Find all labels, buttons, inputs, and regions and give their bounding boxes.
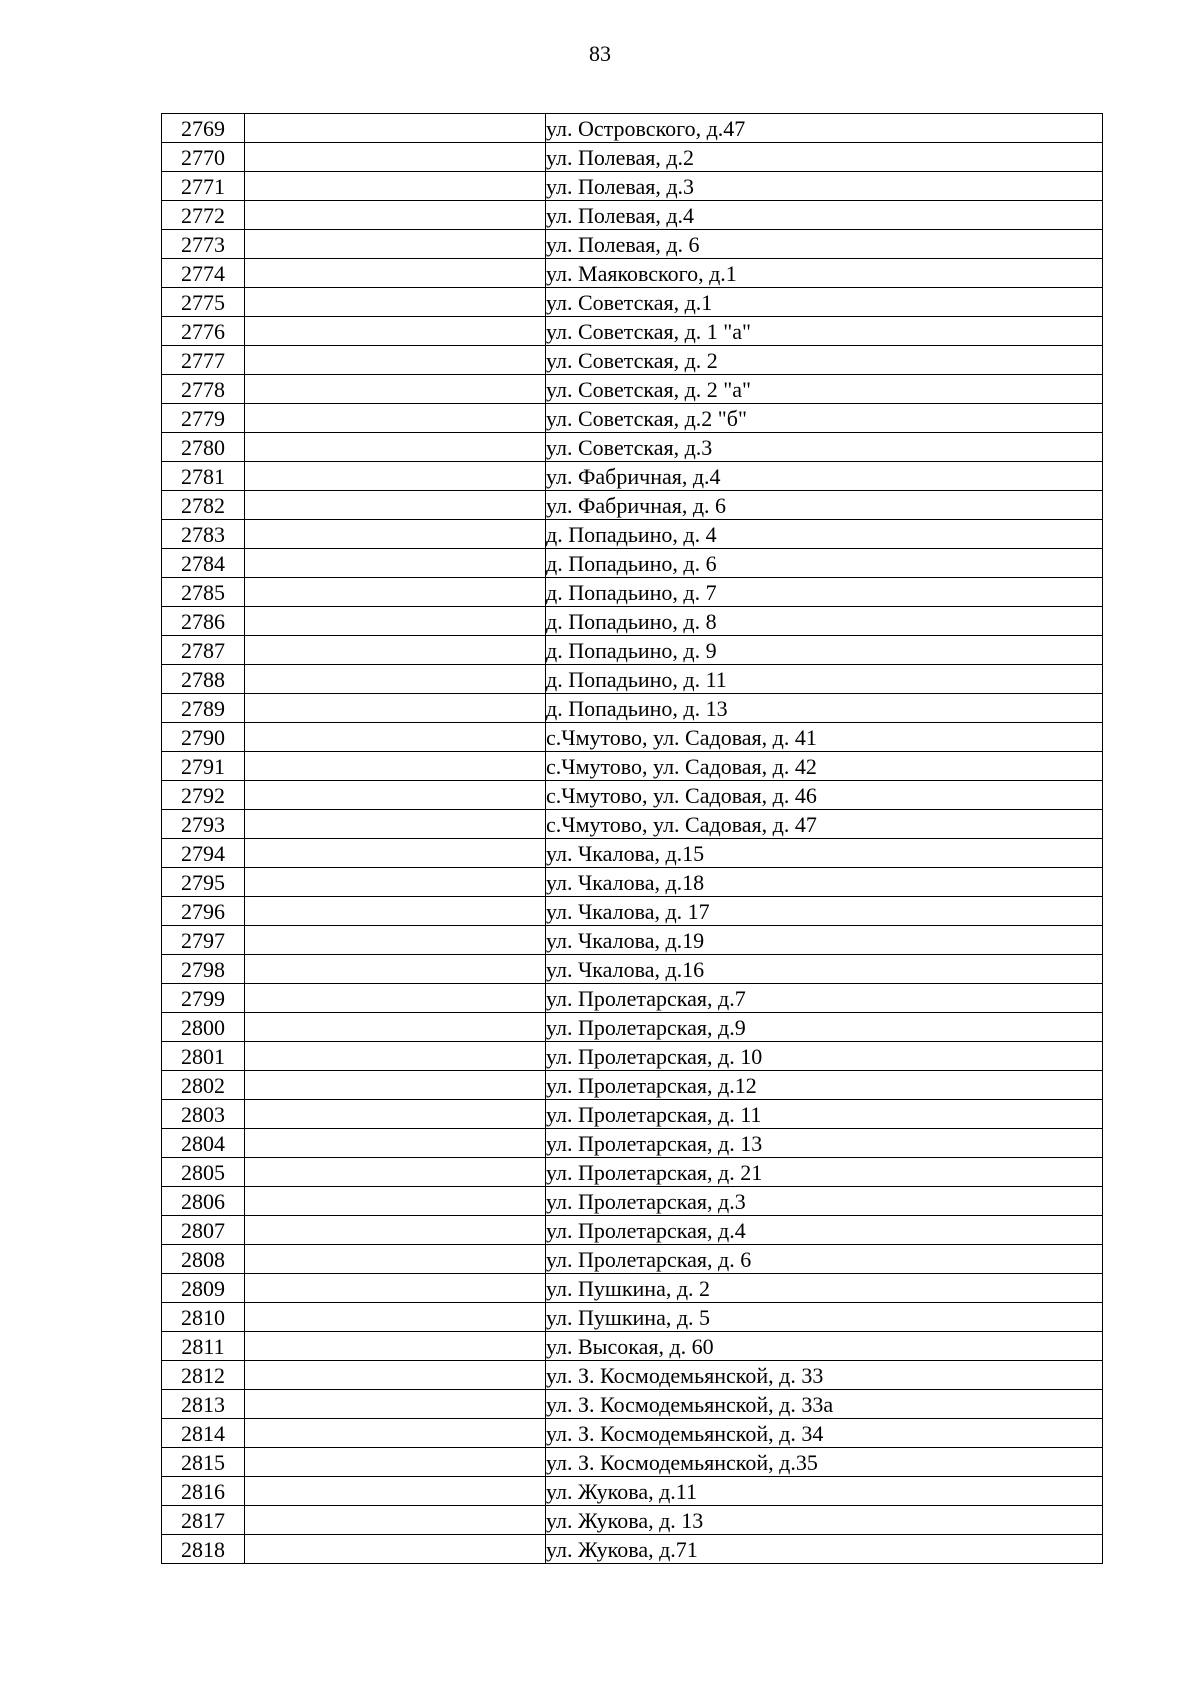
empty-cell	[245, 810, 546, 839]
row-number-cell: 2788	[162, 665, 245, 694]
row-number-cell: 2772	[162, 201, 245, 230]
row-number-cell: 2792	[162, 781, 245, 810]
row-number-cell: 2774	[162, 259, 245, 288]
table-row	[162, 143, 1103, 172]
row-number-cell: 2801	[162, 1042, 245, 1071]
empty-cell	[245, 636, 546, 665]
table-row	[162, 114, 1103, 143]
empty-cell	[245, 520, 546, 549]
empty-cell	[245, 172, 546, 201]
empty-cell	[245, 839, 546, 868]
row-number-cell: 2802	[162, 1071, 245, 1100]
address-cell: д. Попадьино, д. 13	[546, 694, 1103, 723]
empty-cell	[245, 346, 546, 375]
row-number-cell: 2796	[162, 897, 245, 926]
table-row	[162, 1274, 1103, 1303]
row-number-cell: 2771	[162, 172, 245, 201]
empty-cell	[245, 143, 546, 172]
empty-cell	[245, 1042, 546, 1071]
row-number-cell: 2784	[162, 549, 245, 578]
row-number-cell: 2812	[162, 1361, 245, 1390]
address-cell: ул. Пролетарская, д. 10	[546, 1042, 1103, 1071]
address-table	[161, 113, 1103, 1564]
address-cell: ул. Советская, д. 2	[546, 346, 1103, 375]
row-number-cell: 2781	[162, 462, 245, 491]
empty-cell	[245, 1274, 546, 1303]
empty-cell	[245, 404, 546, 433]
table-row	[162, 1535, 1103, 1564]
table-row	[162, 549, 1103, 578]
table-row	[162, 1361, 1103, 1390]
table-row	[162, 230, 1103, 259]
table-row	[162, 781, 1103, 810]
address-cell: ул. Пушкина, д. 2	[546, 1274, 1103, 1303]
empty-cell	[245, 462, 546, 491]
empty-cell	[245, 1100, 546, 1129]
empty-cell	[245, 1477, 546, 1506]
row-number-cell: 2785	[162, 578, 245, 607]
address-cell: ул. Жукова, д.71	[546, 1535, 1103, 1564]
row-number-cell: 2793	[162, 810, 245, 839]
table-row	[162, 1100, 1103, 1129]
table-row	[162, 607, 1103, 636]
address-cell: ул. Фабричная, д.4	[546, 462, 1103, 491]
empty-cell	[245, 868, 546, 897]
row-number-cell: 2775	[162, 288, 245, 317]
empty-cell	[245, 288, 546, 317]
address-cell: ул. Островского, д.47	[546, 114, 1103, 143]
row-number-cell: 2799	[162, 984, 245, 1013]
row-number-cell: 2786	[162, 607, 245, 636]
table-row	[162, 1303, 1103, 1332]
empty-cell	[245, 665, 546, 694]
row-number-cell: 2816	[162, 1477, 245, 1506]
address-cell: ул. Чкалова, д.16	[546, 955, 1103, 984]
empty-cell	[245, 984, 546, 1013]
empty-cell	[245, 578, 546, 607]
address-cell: ул. Чкалова, д.18	[546, 868, 1103, 897]
empty-cell	[245, 1129, 546, 1158]
empty-cell	[245, 1361, 546, 1390]
empty-cell	[245, 1535, 546, 1564]
address-cell: ул. Полевая, д.3	[546, 172, 1103, 201]
row-number-cell: 2769	[162, 114, 245, 143]
empty-cell	[245, 897, 546, 926]
table-row	[162, 1071, 1103, 1100]
address-cell: ул. Фабричная, д. 6	[546, 491, 1103, 520]
table-row	[162, 665, 1103, 694]
address-cell: ул. Пролетарская, д. 11	[546, 1100, 1103, 1129]
table-row	[162, 1506, 1103, 1535]
table-row	[162, 839, 1103, 868]
table-row	[162, 1129, 1103, 1158]
table-row	[162, 723, 1103, 752]
table-row	[162, 520, 1103, 549]
empty-cell	[245, 1419, 546, 1448]
table-row	[162, 868, 1103, 897]
row-number-cell: 2778	[162, 375, 245, 404]
row-number-cell: 2798	[162, 955, 245, 984]
table-row	[162, 404, 1103, 433]
table-row	[162, 694, 1103, 723]
row-number-cell: 2810	[162, 1303, 245, 1332]
address-table-body	[162, 114, 1103, 1564]
address-cell: д. Попадьино, д. 11	[546, 665, 1103, 694]
address-cell: д. Попадьино, д. 7	[546, 578, 1103, 607]
address-cell: д. Попадьино, д. 4	[546, 520, 1103, 549]
address-cell: с.Чмутово, ул. Садовая, д. 47	[546, 810, 1103, 839]
row-number-cell: 2795	[162, 868, 245, 897]
table-row	[162, 752, 1103, 781]
table-row	[162, 926, 1103, 955]
table-row	[162, 955, 1103, 984]
address-cell: ул. Чкалова, д.15	[546, 839, 1103, 868]
address-cell: ул. Советская, д. 1 "а"	[546, 317, 1103, 346]
address-cell: д. Попадьино, д. 6	[546, 549, 1103, 578]
row-number-cell: 2787	[162, 636, 245, 665]
row-number-cell: 2779	[162, 404, 245, 433]
table-row	[162, 578, 1103, 607]
table-row	[162, 1390, 1103, 1419]
row-number-cell: 2813	[162, 1390, 245, 1419]
address-cell: с.Чмутово, ул. Садовая, д. 41	[546, 723, 1103, 752]
address-cell: ул. З. Космодемьянской, д. 33	[546, 1361, 1103, 1390]
empty-cell	[245, 752, 546, 781]
address-cell: ул. Чкалова, д. 17	[546, 897, 1103, 926]
row-number-cell: 2794	[162, 839, 245, 868]
table-row	[162, 1042, 1103, 1071]
empty-cell	[245, 549, 546, 578]
row-number-cell: 2790	[162, 723, 245, 752]
row-number-cell: 2804	[162, 1129, 245, 1158]
row-number-cell: 2806	[162, 1187, 245, 1216]
empty-cell	[245, 259, 546, 288]
table-row	[162, 1187, 1103, 1216]
address-cell: с.Чмутово, ул. Садовая, д. 46	[546, 781, 1103, 810]
empty-cell	[245, 201, 546, 230]
address-cell: ул. Высокая, д. 60	[546, 1332, 1103, 1361]
empty-cell	[245, 1506, 546, 1535]
empty-cell	[245, 1158, 546, 1187]
row-number-cell: 2789	[162, 694, 245, 723]
row-number-cell: 2791	[162, 752, 245, 781]
row-number-cell: 2805	[162, 1158, 245, 1187]
row-number-cell: 2809	[162, 1274, 245, 1303]
row-number-cell: 2770	[162, 143, 245, 172]
empty-cell	[245, 1071, 546, 1100]
table-row	[162, 1332, 1103, 1361]
row-number-cell: 2807	[162, 1216, 245, 1245]
address-cell: ул. Пролетарская, д. 6	[546, 1245, 1103, 1274]
address-cell: ул. З. Космодемьянской, д. 33а	[546, 1390, 1103, 1419]
row-number-cell: 2797	[162, 926, 245, 955]
address-cell: ул. Советская, д.2 "б"	[546, 404, 1103, 433]
row-number-cell: 2803	[162, 1100, 245, 1129]
row-number-cell: 2773	[162, 230, 245, 259]
table-row	[162, 1013, 1103, 1042]
address-cell: ул. Пролетарская, д.3	[546, 1187, 1103, 1216]
table-row	[162, 172, 1103, 201]
empty-cell	[245, 1390, 546, 1419]
empty-cell	[245, 1187, 546, 1216]
address-cell: ул. Полевая, д. 6	[546, 230, 1103, 259]
table-row	[162, 288, 1103, 317]
empty-cell	[245, 317, 546, 346]
empty-cell	[245, 1216, 546, 1245]
table-row	[162, 433, 1103, 462]
address-cell: ул. Советская, д.1	[546, 288, 1103, 317]
empty-cell	[245, 694, 546, 723]
table-row	[162, 259, 1103, 288]
empty-cell	[245, 607, 546, 636]
address-cell: ул. Пролетарская, д.9	[546, 1013, 1103, 1042]
empty-cell	[245, 955, 546, 984]
address-cell: ул. Жукова, д. 13	[546, 1506, 1103, 1535]
table-row	[162, 346, 1103, 375]
row-number-cell: 2814	[162, 1419, 245, 1448]
table-row	[162, 810, 1103, 839]
address-cell: ул. Пролетарская, д.4	[546, 1216, 1103, 1245]
table-row	[162, 1158, 1103, 1187]
address-cell: ул. Пролетарская, д. 13	[546, 1129, 1103, 1158]
address-cell: ул. Полевая, д.2	[546, 143, 1103, 172]
address-cell: ул. Маяковского, д.1	[546, 259, 1103, 288]
address-cell: ул. Чкалова, д.19	[546, 926, 1103, 955]
address-cell: ул. Советская, д. 2 "а"	[546, 375, 1103, 404]
table-row	[162, 317, 1103, 346]
address-cell: с.Чмутово, ул. Садовая, д. 42	[546, 752, 1103, 781]
empty-cell	[245, 1303, 546, 1332]
row-number-cell: 2782	[162, 491, 245, 520]
row-number-cell: 2818	[162, 1535, 245, 1564]
table-row	[162, 897, 1103, 926]
table-row	[162, 1477, 1103, 1506]
empty-cell	[245, 1013, 546, 1042]
empty-cell	[245, 230, 546, 259]
empty-cell	[245, 433, 546, 462]
table-row	[162, 375, 1103, 404]
empty-cell	[245, 114, 546, 143]
address-cell: ул. Пролетарская, д. 21	[546, 1158, 1103, 1187]
empty-cell	[245, 926, 546, 955]
table-row	[162, 1448, 1103, 1477]
address-cell: ул. Полевая, д.4	[546, 201, 1103, 230]
address-cell: д. Попадьино, д. 9	[546, 636, 1103, 665]
address-cell: ул. Жукова, д.11	[546, 1477, 1103, 1506]
address-cell: ул. З. Космодемьянской, д.35	[546, 1448, 1103, 1477]
table-row	[162, 201, 1103, 230]
empty-cell	[245, 1245, 546, 1274]
empty-cell	[245, 491, 546, 520]
row-number-cell: 2815	[162, 1448, 245, 1477]
empty-cell	[245, 375, 546, 404]
table-row	[162, 462, 1103, 491]
row-number-cell: 2783	[162, 520, 245, 549]
address-cell: ул. Пролетарская, д.12	[546, 1071, 1103, 1100]
row-number-cell: 2777	[162, 346, 245, 375]
table-row	[162, 1419, 1103, 1448]
address-cell: ул. З. Космодемьянской, д. 34	[546, 1419, 1103, 1448]
empty-cell	[245, 781, 546, 810]
table-row	[162, 1245, 1103, 1274]
address-cell: ул. Советская, д.3	[546, 433, 1103, 462]
table-row	[162, 984, 1103, 1013]
empty-cell	[245, 1332, 546, 1361]
page-number: 83	[589, 41, 611, 66]
table-row	[162, 491, 1103, 520]
address-cell: ул. Пролетарская, д.7	[546, 984, 1103, 1013]
empty-cell	[245, 1448, 546, 1477]
row-number-cell: 2808	[162, 1245, 245, 1274]
address-cell: д. Попадьино, д. 8	[546, 607, 1103, 636]
row-number-cell: 2817	[162, 1506, 245, 1535]
table-row	[162, 1216, 1103, 1245]
row-number-cell: 2780	[162, 433, 245, 462]
row-number-cell: 2776	[162, 317, 245, 346]
row-number-cell: 2811	[162, 1332, 245, 1361]
row-number-cell: 2800	[162, 1013, 245, 1042]
empty-cell	[245, 723, 546, 752]
address-cell: ул. Пушкина, д. 5	[546, 1303, 1103, 1332]
table-row	[162, 636, 1103, 665]
